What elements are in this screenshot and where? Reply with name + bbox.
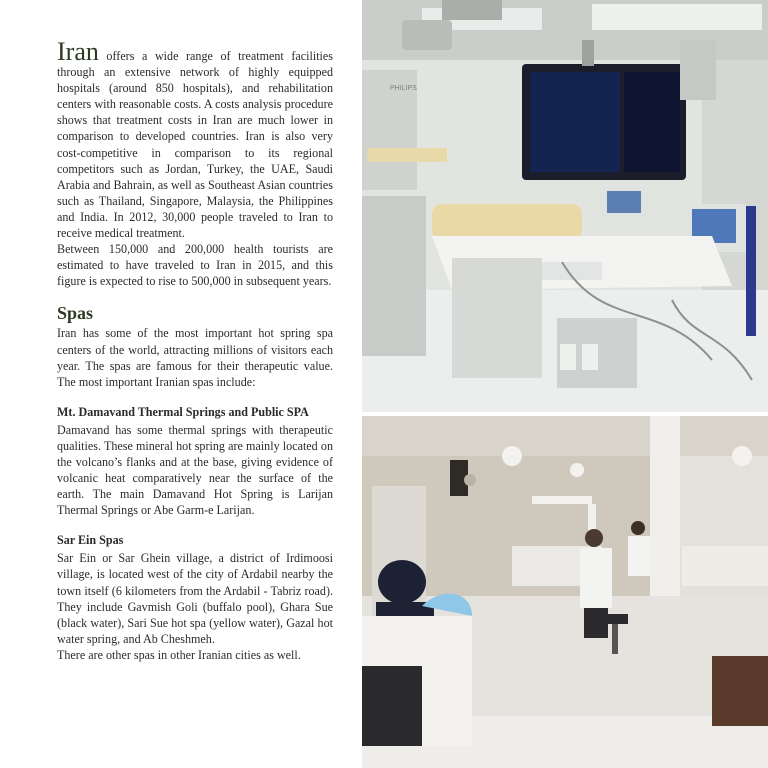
- lead-word: Iran: [57, 37, 99, 66]
- tourists-paragraph: Between 150,000 and 200,000 health tourists are estimated to have traveled to Iran in 2015, and this figure is expected to rise to 500,000 in subsequent years.: [57, 242, 333, 289]
- sarein-text: Sar Ein or Sar Ghein village, a district of Irdimoosi village, is located west of the city of Ardabil nearby the town itself (6 kilometers from the Ardabil - Tabriz road). They include Gavmish Goli (buffalo pool), Ghara Sue (black water), Sari Sue hot spa (yellow water), Gazal hot water spring, and Ab Cheshmeh.: [57, 551, 333, 646]
- damavand-text: Damavand has some thermal springs with therapeutic qualities. These mineral hot spring are mainly located on the volcano’s flanks and at the base, giving evidence of volcanic heat comparatively near the surface of the earth. The main Damavand Hot Spring is Larijan Thermal Springs or Abe Garm-e Larijan.: [57, 422, 333, 518]
- spas-intro: Iran has some of the most important hot spring spa centers of the world, attracting millions of visitors each year. The spas are famous for their therapeutic value. The most important Iranian spas include:: [57, 326, 333, 389]
- article-text: [57, 37, 333, 663]
- photo-angiography-room: [362, 0, 768, 412]
- intro-paragraph: [57, 37, 333, 241]
- sarein-title: Sar Ein Spas: [57, 533, 124, 548]
- angiography-illustration: [362, 0, 768, 412]
- photo-dental-clinic: [362, 416, 768, 768]
- spas-heading: Spas: [57, 303, 94, 324]
- machine-brand: PHILIPS: [390, 85, 417, 92]
- dental-illustration: [362, 416, 768, 768]
- damavand-title: Mt. Damavand Thermal Springs and Public SPA: [57, 404, 309, 419]
- intro-text: offers a wide range of treatment facilities through an extensive network of highly equipped hospitals (around 850 hospitals), and rehabilitation centers with reasonable costs. A costs analysis procedure shows that treatment costs in Iran are much lower in comparison to developed countries. Iran is also very cost-competitive in comparison to its regional competitors such as Jordan, Turkey, the UAE, Saudi Arabia and Bahrain, as well as Southeast Asian countries such as Thailand, Singapore, Malaysia, the Philippines and India. In 2012, 30,000 people traveled to Iran to receive medical treatment.: [57, 49, 333, 241]
- closing-text: There are other spas in other Iranian cities as well.: [57, 647, 301, 662]
